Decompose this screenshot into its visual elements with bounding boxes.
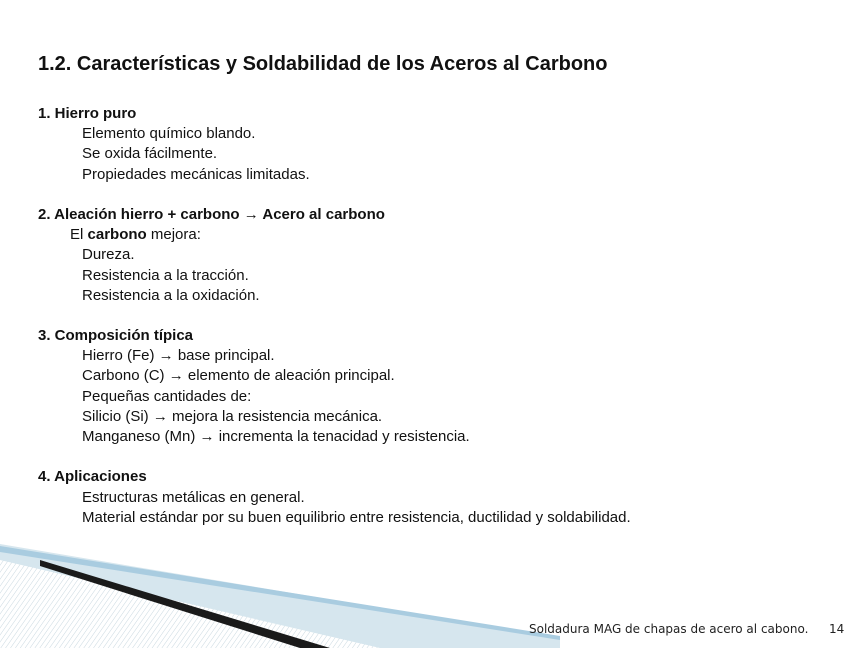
list-item: Silicio (Si) → mejora la resistencia mecánica. xyxy=(82,407,383,425)
list-item: Propiedades mecánicas limitadas. xyxy=(82,165,310,183)
list-item: Manganeso (Mn) → incrementa la tenacidad y resistencia. xyxy=(82,428,470,445)
list-item: Material estándar por su buen equilibrio entre resistencia, ductilidad y soldabilidad. xyxy=(82,508,631,526)
section-heading-hierro-puro: 1. Hierro puro xyxy=(38,105,137,122)
decorative-stripes xyxy=(0,530,560,648)
section-heading-composicion: 3. Composición típica xyxy=(38,327,194,345)
spacer xyxy=(38,447,838,467)
slide-body xyxy=(38,104,838,528)
section-heading-aleacion: 2. Aleación hierro + carbono → Acero al carbono xyxy=(38,205,385,223)
spacer xyxy=(38,185,838,205)
list-item: Elemento químico blando. xyxy=(82,125,256,143)
list-item: Estructuras metálicas en general. xyxy=(82,488,305,506)
list-item: Dureza. xyxy=(82,246,135,264)
footer-text: Soldadura MAG de chapas de acero al cabono. xyxy=(529,622,809,636)
list-item: Resistencia a la oxidación. xyxy=(82,286,260,304)
section-heading-aplicaciones: 4. Aplicaciones xyxy=(38,468,147,486)
intro-prefix: El xyxy=(70,226,88,244)
page-number: 14 xyxy=(829,622,845,636)
list-item: Resistencia a la tracción. xyxy=(82,266,249,284)
intro-suffix: mejora: xyxy=(146,226,201,244)
list-item: Hierro (Fe) → base principal. xyxy=(82,347,275,365)
list-item: Se oxida fácilmente. xyxy=(82,145,218,163)
intro-bold-carbono: carbono xyxy=(87,226,147,244)
list-item: Pequeñas cantidades de: xyxy=(82,387,252,405)
section-intro xyxy=(38,225,838,245)
slide-title: 1.2. Características y Soldabilidad de los Aceros al Carbono xyxy=(38,53,608,75)
spacer xyxy=(38,306,838,326)
list-item: Carbono (C) → elemento de aleación principal. xyxy=(82,367,395,385)
